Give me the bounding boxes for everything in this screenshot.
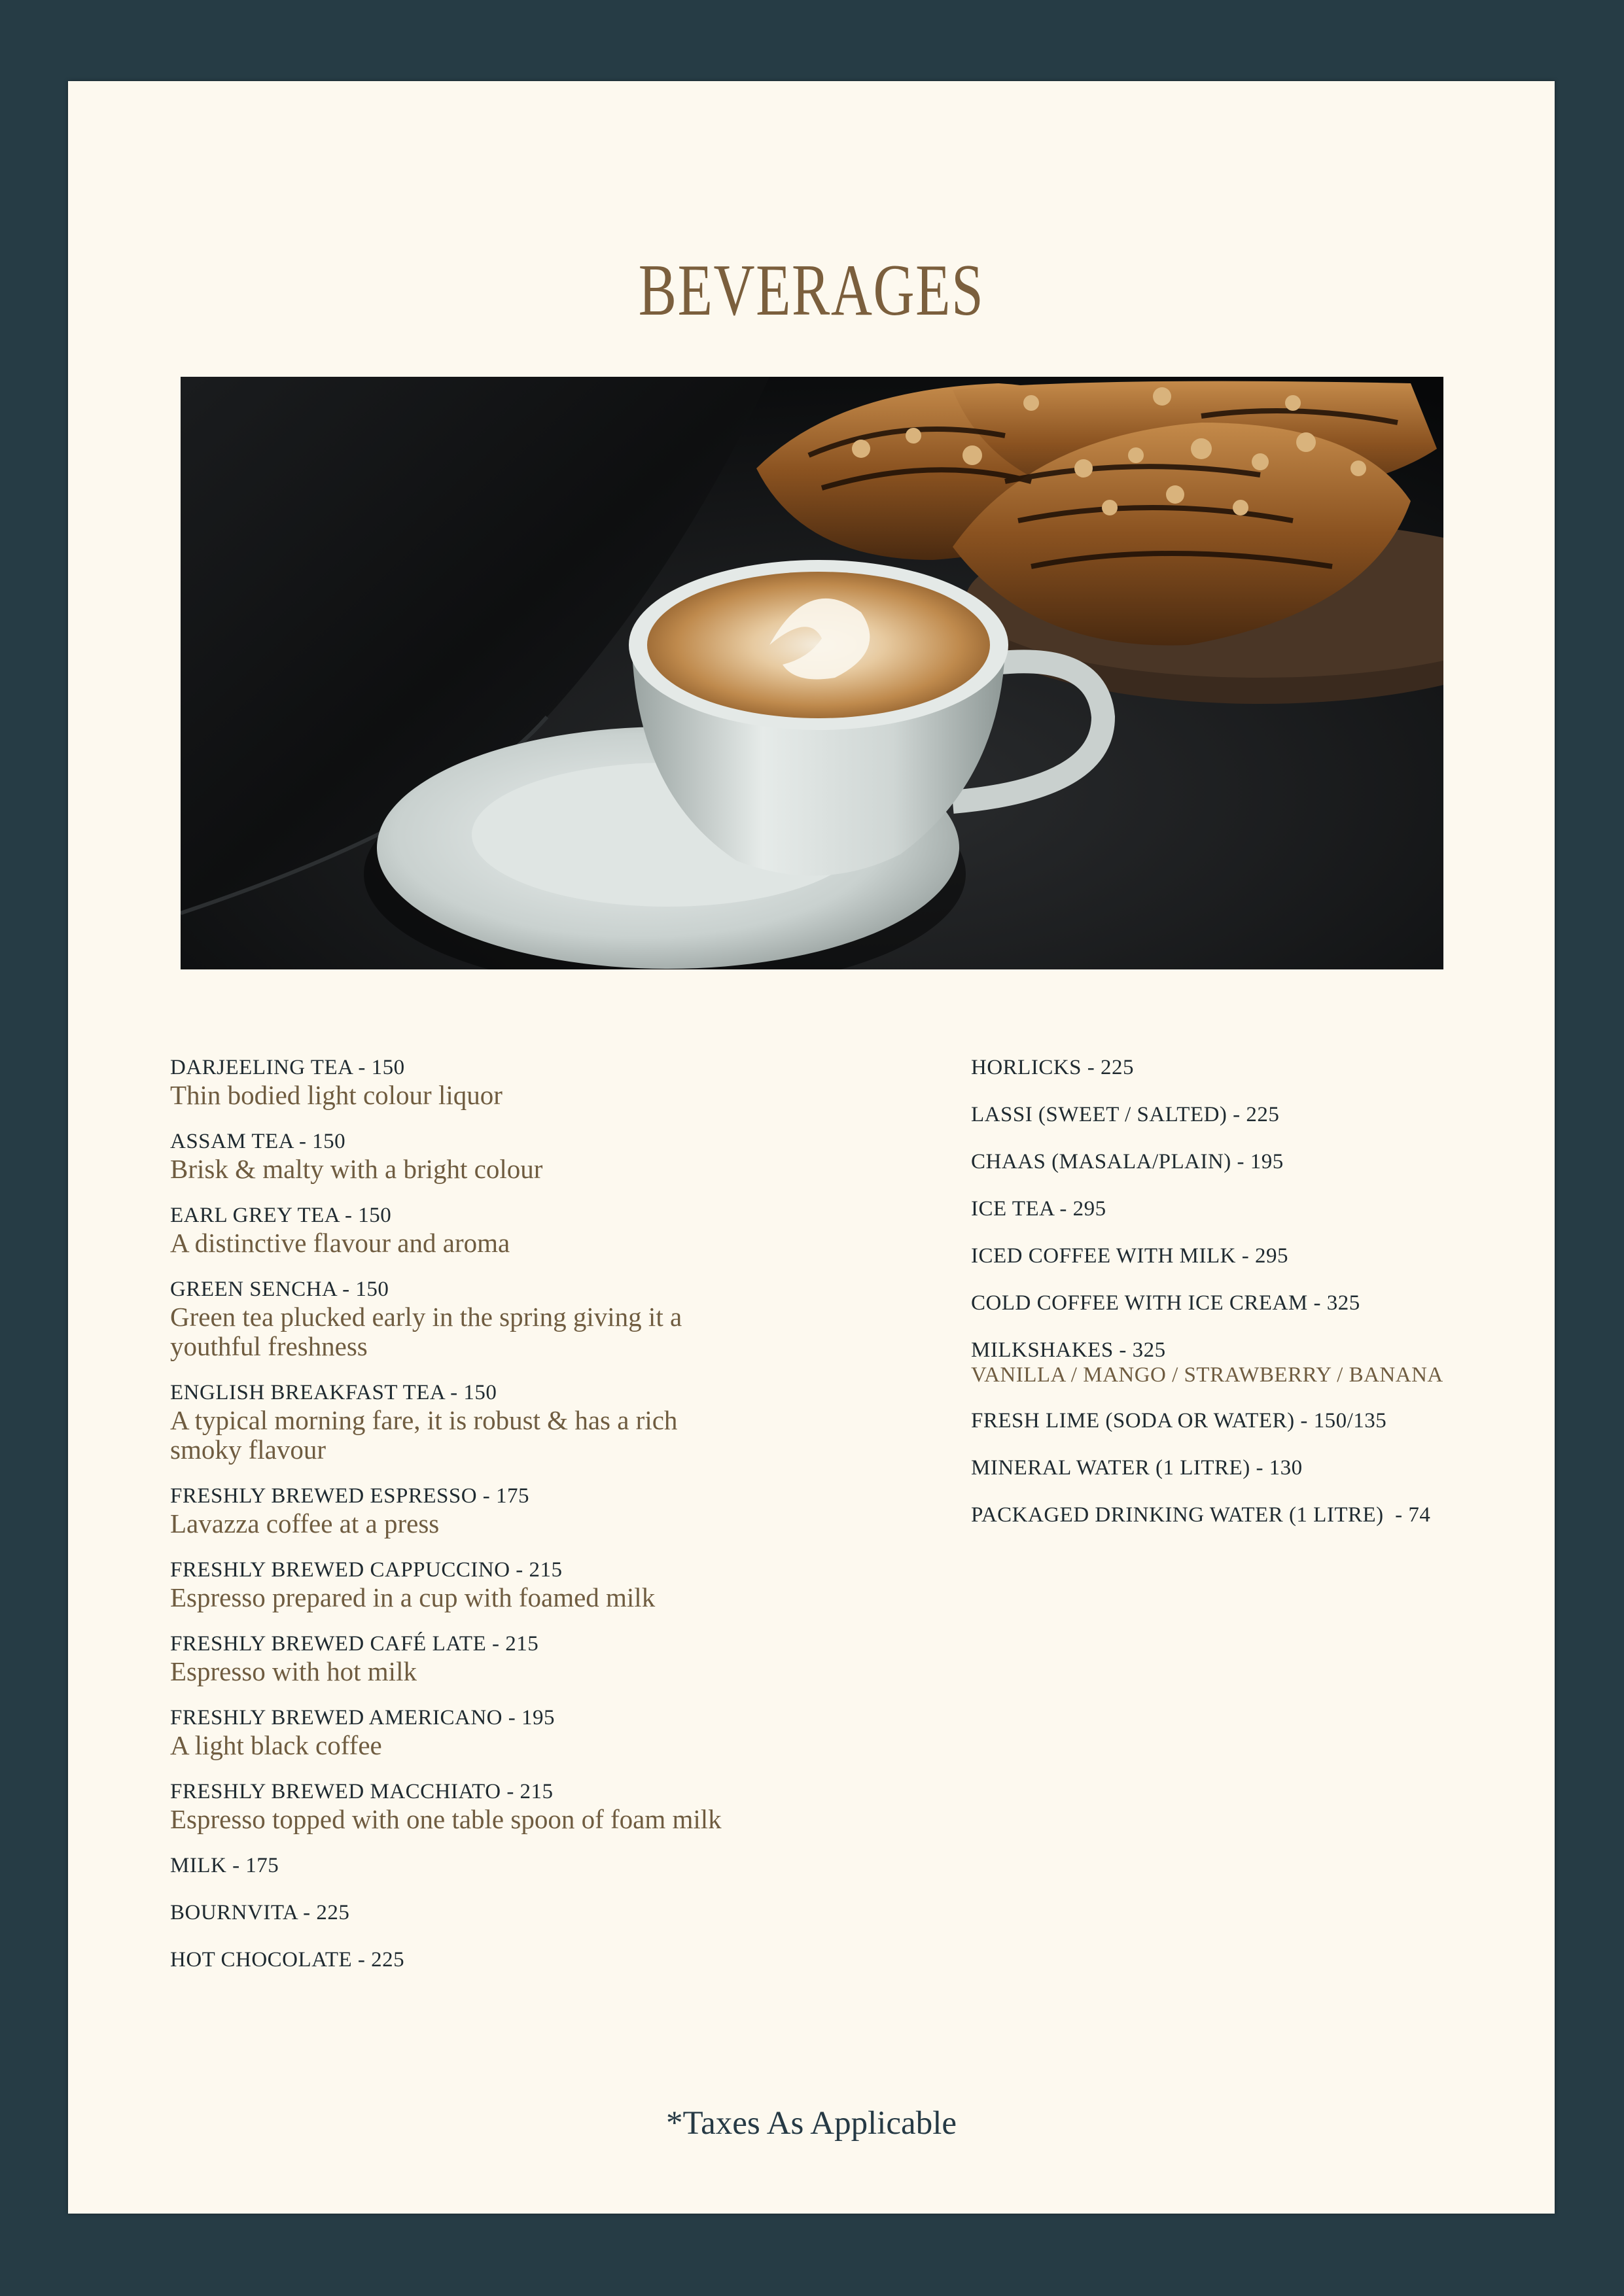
item-name: MILK - 175 — [170, 1854, 279, 1877]
menu-item-english-breakfast-tea — [170, 1380, 890, 1465]
item-name: CHAAS (MASALA/PLAIN) - 195 — [971, 1150, 1284, 1174]
menu-item-lassi — [971, 1102, 1560, 1128]
item-name: ICED COFFEE WITH MILK - 295 — [971, 1244, 1288, 1268]
item-name: COLD COFFEE WITH ICE CREAM - 325 — [971, 1291, 1360, 1315]
item-name: ICE TEA - 295 — [971, 1197, 1106, 1221]
menu-item-ice-tea — [971, 1196, 1560, 1222]
menu-item-espresso — [170, 1483, 890, 1539]
item-flavours: VANILLA / MANGO / STRAWBERRY / BANANA — [971, 1363, 1443, 1387]
item-name: LASSI (SWEET / SALTED) - 225 — [971, 1103, 1280, 1126]
item-description: A light black coffee — [170, 1730, 382, 1760]
coffee-croissant-illustration — [181, 377, 1443, 969]
menu-item-cold-coffee — [971, 1290, 1560, 1316]
menu-item-green-sencha — [170, 1276, 890, 1361]
item-description: A distinctive flavour and aroma — [170, 1228, 510, 1258]
menu-item-milk — [170, 1852, 890, 1879]
item-description: A typical morning fare, it is robust & has a rich smoky flavour — [170, 1405, 678, 1465]
menu-item-earl-grey-tea — [170, 1202, 890, 1258]
menu-item-iced-coffee — [971, 1243, 1560, 1269]
left-menu-column — [170, 1054, 890, 1994]
item-name: BOURNVITA - 225 — [170, 1901, 350, 1924]
item-name: ASSAM TEA - 150 — [170, 1130, 346, 1153]
right-menu-column — [971, 1054, 1560, 1549]
menu-item-horlicks — [971, 1054, 1560, 1081]
item-name: ENGLISH BREAKFAST TEA - 150 — [170, 1381, 497, 1404]
item-name: FRESHLY BREWED ESPRESSO - 175 — [170, 1484, 530, 1508]
taxes-footnote: *Taxes As Applicable — [665, 2105, 957, 2142]
menu-item-chaas — [971, 1149, 1560, 1175]
item-name: FRESHLY BREWED CAFÉ LATE - 215 — [170, 1632, 539, 1656]
menu-item-milkshakes — [971, 1337, 1560, 1387]
menu-item-cafe-late — [170, 1631, 890, 1686]
item-name: FRESHLY BREWED MACCHIATO - 215 — [170, 1780, 554, 1803]
item-description: Espresso with hot milk — [170, 1656, 417, 1686]
item-description: Espresso prepared in a cup with foamed milk — [170, 1582, 656, 1612]
menu-item-americano — [170, 1705, 890, 1760]
menu-item-hot-chocolate — [170, 1947, 890, 1973]
item-name: PACKAGED DRINKING WATER (1 LITRE) - 74 — [971, 1503, 1431, 1527]
menu-item-mineral-water — [971, 1455, 1560, 1481]
menu-item-fresh-lime — [971, 1408, 1560, 1434]
item-name: MINERAL WATER (1 LITRE) - 130 — [971, 1456, 1303, 1480]
menu-item-assam-tea — [170, 1128, 890, 1184]
menu-page — [68, 81, 1555, 2214]
item-description: Lavazza coffee at a press — [170, 1508, 440, 1539]
menu-item-bournvita — [170, 1900, 890, 1926]
item-name: HORLICKS - 225 — [971, 1056, 1135, 1079]
menu-item-packaged-water — [971, 1502, 1560, 1528]
item-name: EARL GREY TEA - 150 — [170, 1204, 392, 1227]
item-name: MILKSHAKES - 325 — [971, 1338, 1166, 1362]
menu-item-macchiato — [170, 1779, 890, 1834]
menu-title: BEVERAGES — [638, 250, 985, 331]
item-description: Espresso topped with one table spoon of foam milk — [170, 1804, 722, 1834]
item-name: FRESHLY BREWED AMERICANO - 195 — [170, 1706, 555, 1730]
item-name: FRESHLY BREWED CAPPUCCINO - 215 — [170, 1558, 563, 1582]
menu-item-cappuccino — [170, 1557, 890, 1612]
item-name: FRESH LIME (SODA OR WATER) - 150/135 — [971, 1409, 1387, 1433]
item-name: GREEN SENCHA - 150 — [170, 1278, 389, 1301]
item-description: Brisk & malty with a bright colour — [170, 1154, 543, 1184]
hero-image — [181, 377, 1443, 969]
menu-item-darjeeling-tea — [170, 1054, 890, 1110]
item-name: HOT CHOCOLATE - 225 — [170, 1948, 405, 1972]
item-description: Thin bodied light colour liquor — [170, 1080, 503, 1110]
item-name: DARJEELING TEA - 150 — [170, 1056, 405, 1079]
item-description: Green tea plucked early in the spring giving it a youthful freshness — [170, 1302, 682, 1361]
